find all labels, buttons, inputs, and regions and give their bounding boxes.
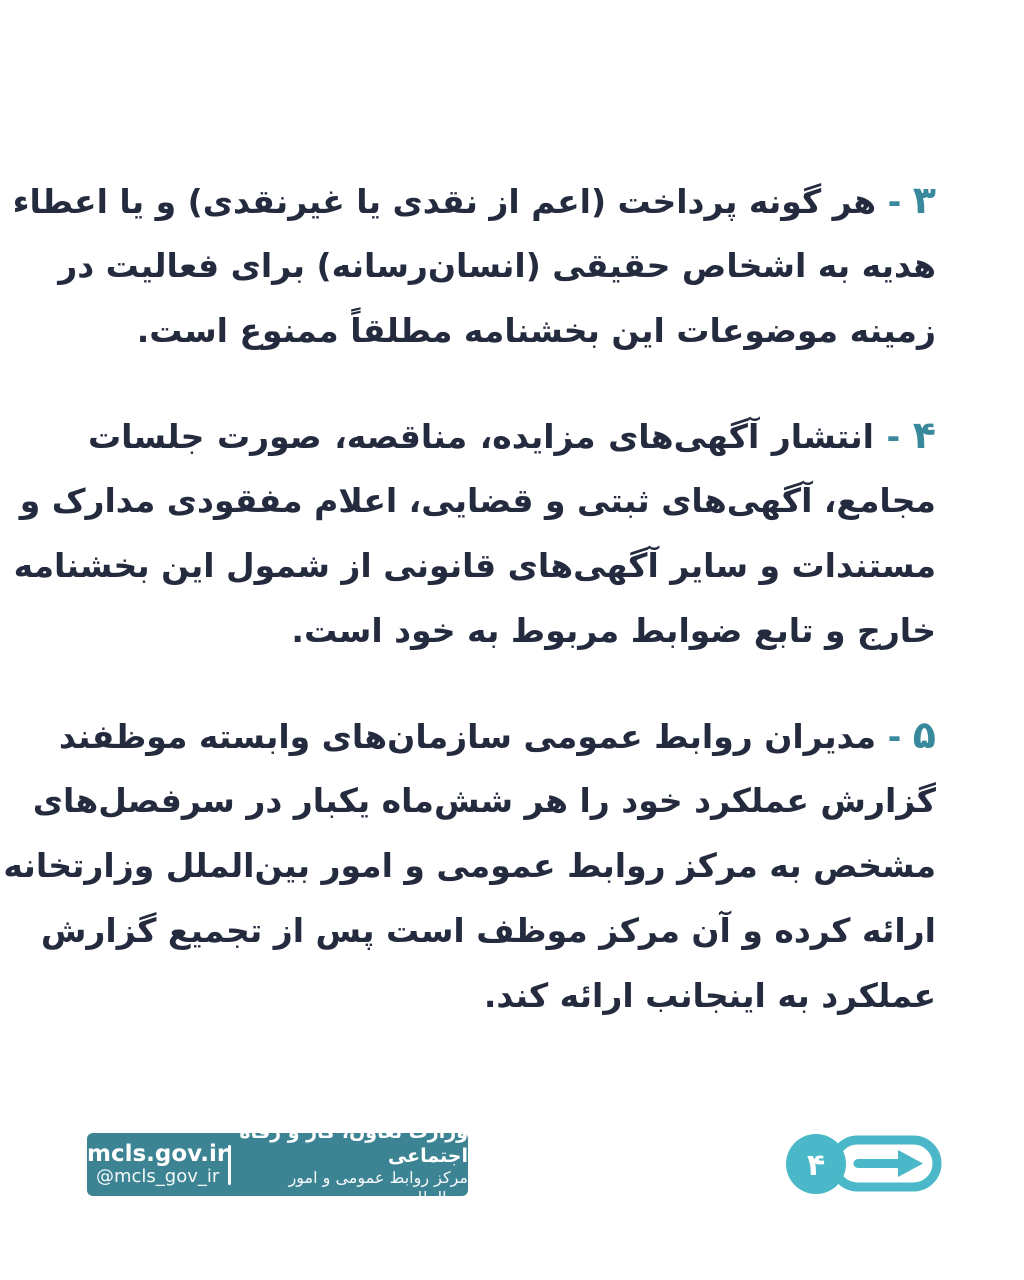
paragraph-5-text-2: گزارش عملکرد خود را هر شش‌ماه یکبار در سرفصل‌های bbox=[32, 781, 936, 820]
pr-center-name: مرکز روابط عمومی و امور بین‌الملل bbox=[288, 1168, 468, 1208]
paragraph-5-line-5 bbox=[88, 963, 936, 1028]
paragraph-5-text-4: ارائه کرده و آن مرکز موظف است پس از تجمیع گزارش bbox=[40, 911, 936, 950]
paragraph-5-dash: - bbox=[887, 717, 902, 756]
paragraph-5-line-4 bbox=[40, 898, 936, 963]
paragraph-3 bbox=[12, 168, 936, 363]
paragraph-4-text-1: انتشار آگهی‌های مزایده، مناقصه، صورت جلسات bbox=[88, 417, 874, 456]
website-url: mcls.gov.ir bbox=[87, 1140, 229, 1167]
paragraph-4-number: ۴ bbox=[912, 413, 936, 457]
paragraph-4-text-4: خارج و تابع ضوابط مربوط به خود است. bbox=[291, 611, 936, 650]
page-number-circle bbox=[786, 1134, 846, 1194]
paragraph-4-line-4 bbox=[88, 598, 936, 663]
paragraph-3-text-2: هدیه به اشخاص حقیقی (انسان‌رسانه) برای فعالیت در bbox=[58, 246, 936, 285]
ministry-name: وزارت تعاون، کار و رفاه اجتماعی bbox=[239, 1120, 468, 1167]
paragraph-4-line-1 bbox=[88, 403, 936, 468]
circular-text-block bbox=[3, 168, 936, 1068]
paragraph-5-line-2 bbox=[32, 768, 936, 833]
paragraph-5-text-5: عملکرد به اینجانب ارائه کند. bbox=[483, 976, 936, 1015]
paragraph-4-text-3: مستندات و سایر آگهی‌های قانونی از شمول این بخشنامه bbox=[13, 546, 936, 585]
paragraph-4 bbox=[13, 403, 936, 663]
paragraph-5-text-3: مشخص به مرکز روابط عمومی و امور بین‌الملل وزارتخانه bbox=[3, 846, 936, 885]
paragraph-5-number: ۵ bbox=[912, 713, 936, 757]
paragraph-5-line-3 bbox=[3, 833, 936, 898]
paragraph-5-line-1 bbox=[58, 703, 936, 768]
paragraph-4-text-2: مجامع، آگهی‌های ثبتی و قضایی، اعلام مفقودی مدارک و bbox=[19, 481, 936, 520]
paragraph-4-dash: - bbox=[886, 417, 901, 456]
next-arrow-pill bbox=[834, 1140, 937, 1187]
social-handle: @mcls_gov_ir bbox=[95, 1166, 220, 1188]
footer-web-links bbox=[87, 1142, 228, 1187]
paragraph-5-text-1: مدیران روابط عمومی سازمان‌های وابسته موظفند bbox=[58, 717, 877, 756]
page-number-badge bbox=[786, 1132, 942, 1196]
paragraph-3-text-1: هر گونه پرداخت (اعم از نقدی یا غیرنقدی) و یا اعطاء bbox=[12, 182, 877, 221]
page-number-text: ۴ bbox=[806, 1148, 826, 1183]
paragraph-4-line-3 bbox=[13, 533, 936, 598]
paragraph-3-line-1 bbox=[12, 168, 936, 233]
paragraph-3-text-3: زمینه موضوعات این بخشنامه مطلقاً ممنوع است. bbox=[136, 311, 936, 350]
footer-org-names bbox=[231, 1121, 468, 1209]
footer-credit-box bbox=[87, 1120, 468, 1208]
paragraph-3-dash: - bbox=[887, 182, 902, 221]
paragraph-5 bbox=[3, 703, 936, 1028]
paragraph-3-line-2 bbox=[58, 233, 936, 298]
paragraph-3-line-3 bbox=[88, 298, 936, 363]
paragraph-3-number: ۳ bbox=[912, 178, 936, 222]
paragraph-4-line-2 bbox=[19, 468, 936, 533]
